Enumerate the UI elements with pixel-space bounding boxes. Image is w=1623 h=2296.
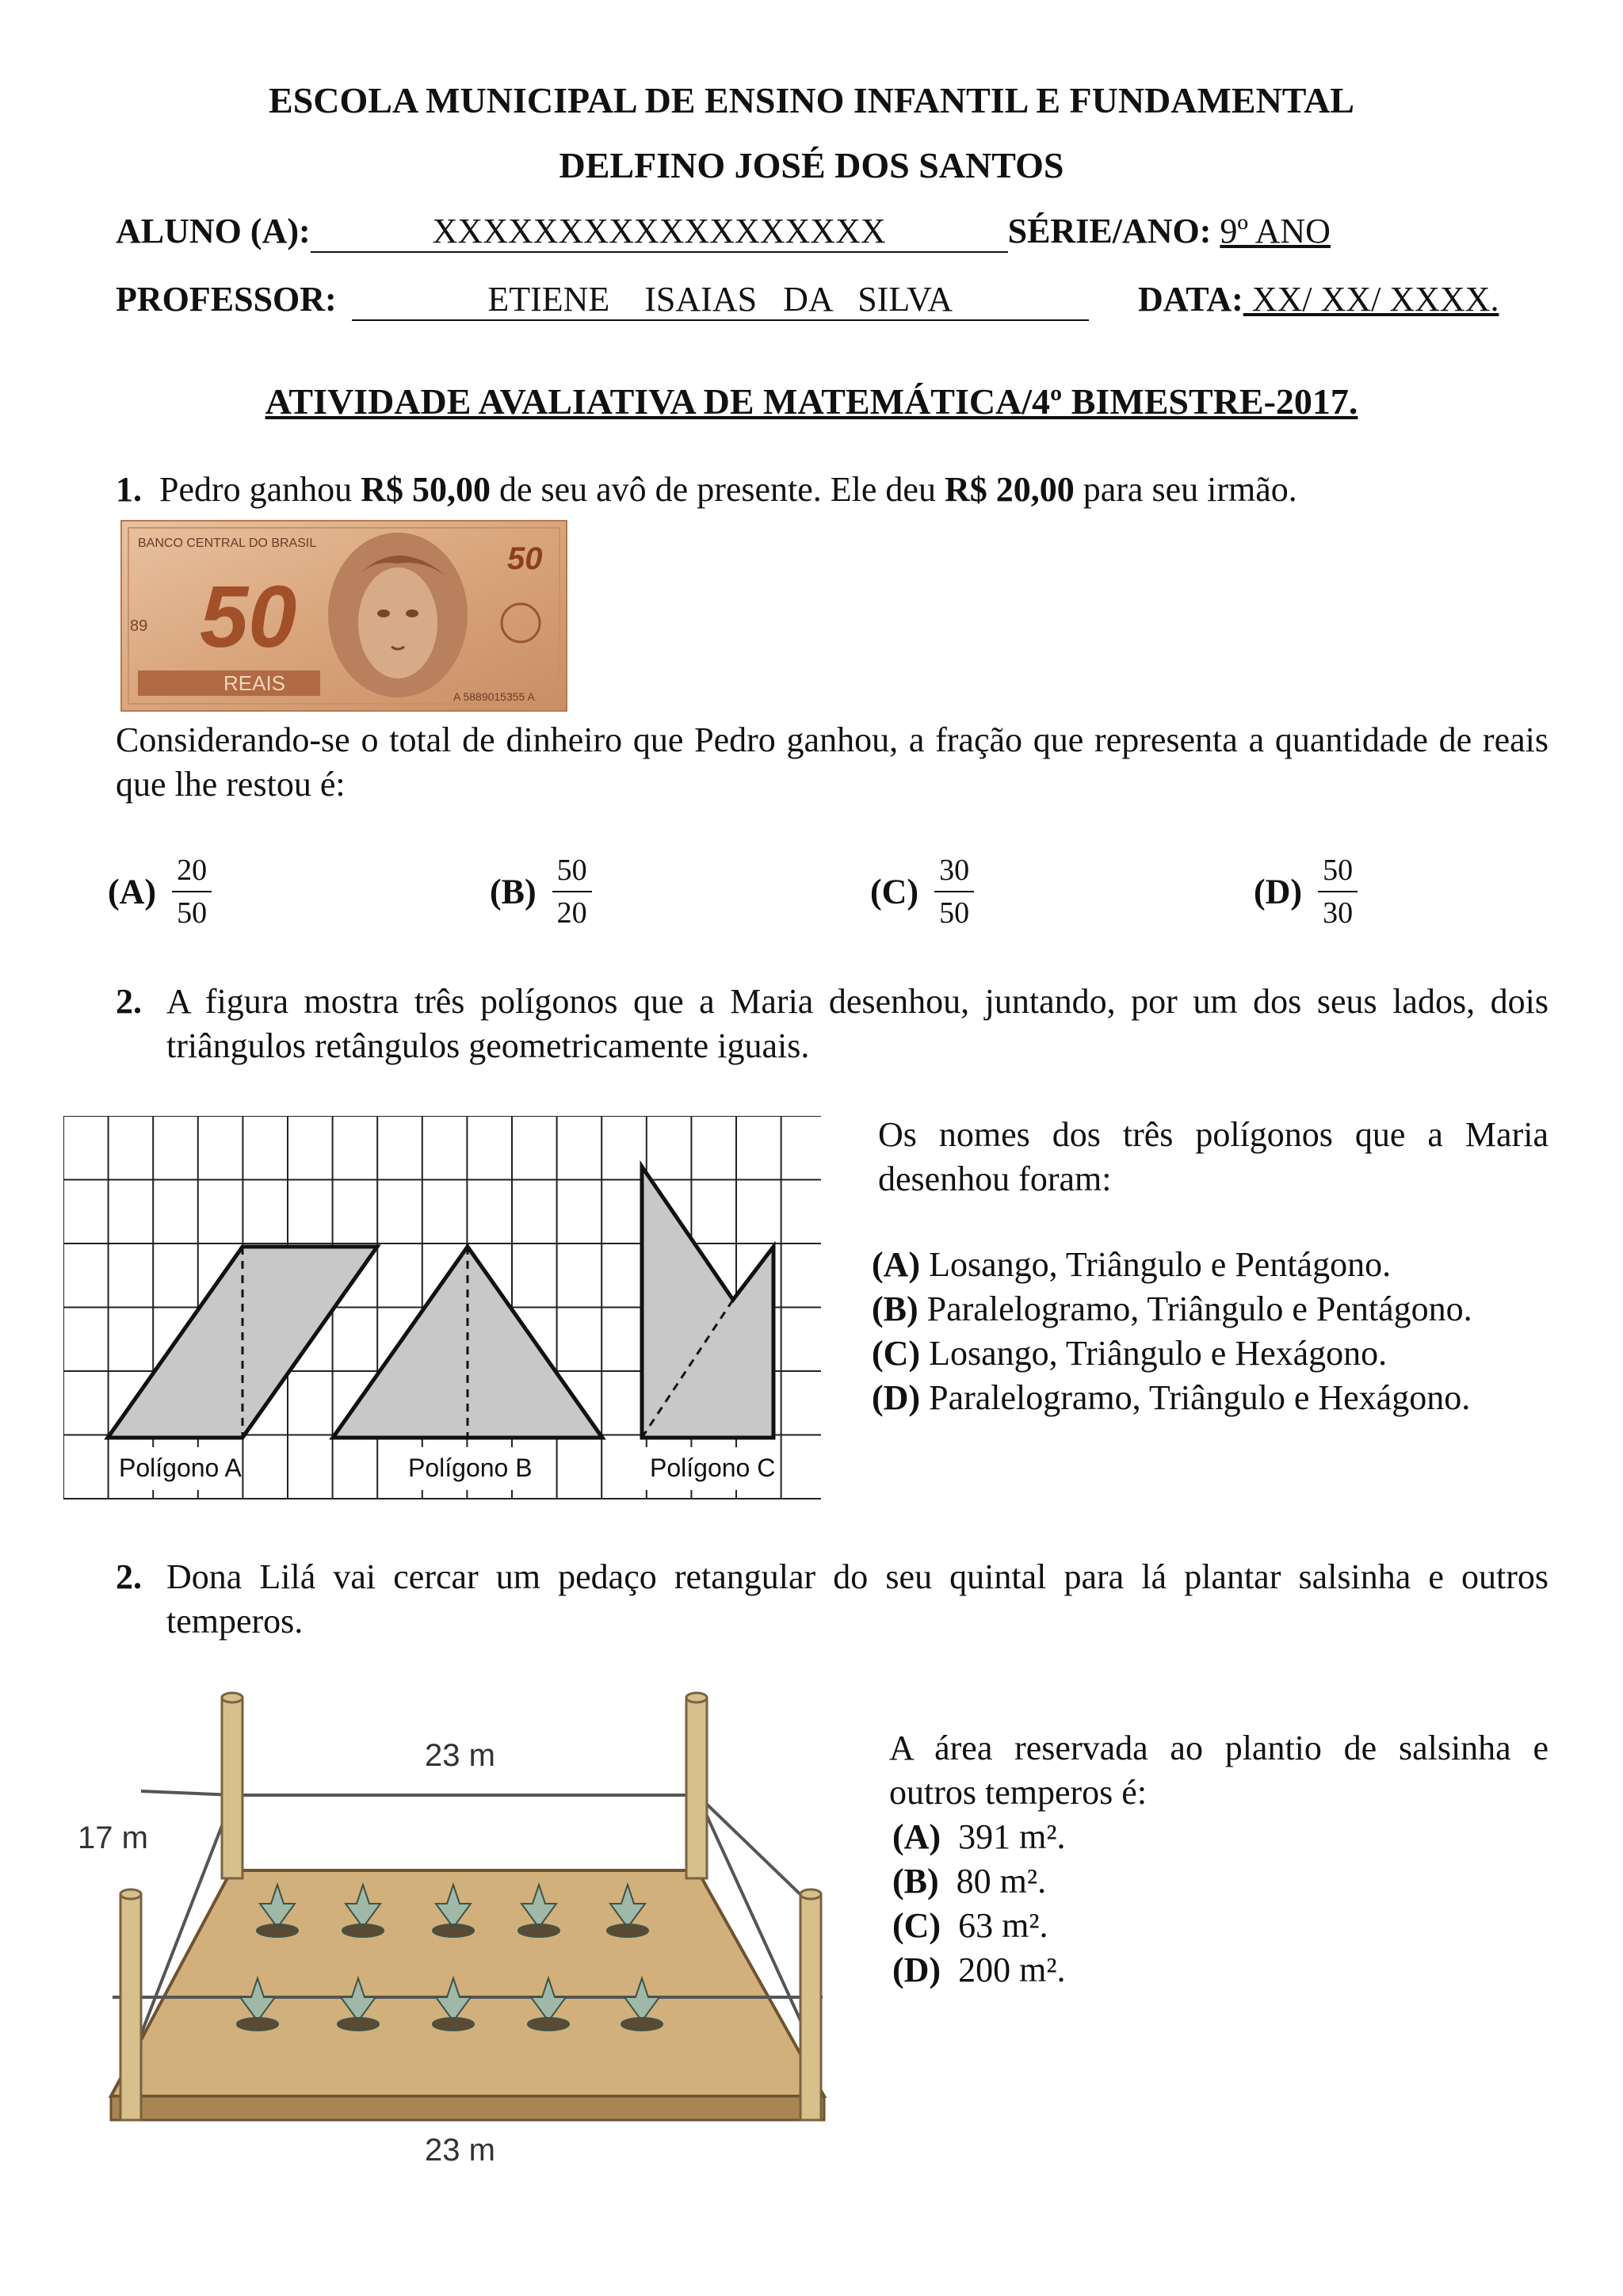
date-row — [1138, 279, 1499, 319]
q2-statement — [116, 980, 1549, 1068]
polygon-a — [108, 1247, 377, 1438]
q1-question: Considerando-se o total de dinheiro que Pedro ganhou, a fração que representa a quantidade de reais que lhe restou é: — [116, 720, 1549, 804]
q1-option-d-num: 50 — [1318, 853, 1358, 892]
grade-value: 9º ANO — [1220, 212, 1331, 250]
teacher-label: PROFESSOR: — [116, 280, 337, 319]
q3-option-c-label: (C) — [892, 1906, 941, 1945]
q1-option-a[interactable] — [108, 853, 212, 930]
q1-number: 1. — [116, 470, 142, 509]
banknote-portrait — [328, 533, 468, 697]
date-value: XX/ XX/ XXXX. — [1243, 280, 1499, 319]
teacher-name-field: ETIENE ISAIAS DA SILVA — [352, 279, 1089, 321]
q1-option-a-label: (A) — [108, 872, 157, 911]
q1-text-c: para seu irmão. — [1074, 470, 1297, 509]
q1-statement — [116, 469, 1297, 510]
q1-option-d-fraction — [1318, 853, 1358, 930]
q2-question: Os nomes dos três polígonos que a Maria desenhou foram: — [878, 1115, 1549, 1198]
banknote-50-reais — [120, 520, 567, 712]
q3-statement — [116, 1555, 1549, 1644]
q3-option-d[interactable] — [892, 1948, 1066, 1992]
q2-option-b-label: (B) — [872, 1289, 918, 1328]
q2-option-a-text: Losango, Triângulo e Pentágono. — [929, 1245, 1392, 1284]
q2-option-b-text: Paralelogramo, Triângulo e Pentágono. — [926, 1289, 1472, 1328]
q3-option-c[interactable] — [892, 1904, 1048, 1948]
q3-option-a-text: 391 m². — [958, 1817, 1066, 1856]
q1-option-c-den: 50 — [939, 896, 970, 930]
polygon-b-label: Polígono B — [408, 1454, 533, 1482]
q1-option-d[interactable] — [1254, 853, 1358, 930]
activity-title: ATIVIDADE AVALIATIVA DE MATEMÁTICA/4º BIMESTRE-2017. — [265, 381, 1358, 422]
polygons-grid-figure — [63, 1116, 821, 1504]
q3-option-b-label: (B) — [892, 1862, 939, 1901]
banknote-big-value: 50 — [200, 568, 297, 666]
banknote-small-value: 50 — [507, 541, 543, 576]
q3-option-c-text: 63 m². — [958, 1906, 1048, 1945]
q2-number: 2. — [116, 982, 142, 1021]
banknote-side-mark: 89 — [130, 617, 148, 635]
q3-question: A área reservada ao plantio de salsinha e outros temperos é: — [889, 1729, 1549, 1812]
q2-option-a[interactable] — [872, 1243, 1391, 1287]
polygon-c-label: Polígono C — [650, 1454, 776, 1482]
q1-option-d-label: (D) — [1254, 872, 1303, 911]
q1-option-c-num: 30 — [934, 853, 974, 892]
q1-text-b: de seu avô de presente. Ele deu — [490, 470, 945, 509]
q1-option-b[interactable] — [490, 853, 592, 930]
date-label: DATA: — [1138, 280, 1243, 319]
q3-option-a-label: (A) — [892, 1817, 941, 1856]
q1-text-a: Pedro ganhou — [159, 470, 361, 509]
q2-option-c[interactable] — [872, 1331, 1387, 1376]
q3-text: Dona Lilá vai cercar um pedaço retangular do seu quintal para lá plantar salsinha e outros temperos. — [166, 1557, 1549, 1641]
q1-option-b-den: 20 — [556, 896, 587, 930]
student-label: ALUNO (A): — [116, 212, 311, 250]
q2-text: A figura mostra três polígonos que a Maria desenhou, juntando, por um dos seus lados, dois triângulos retângulos geometricamente iguais. — [166, 982, 1549, 1065]
garden-side-length: 17 m — [78, 1820, 148, 1855]
q2-option-b[interactable] — [872, 1287, 1472, 1331]
q1-option-b-num: 50 — [552, 853, 592, 892]
q2-option-d[interactable] — [872, 1376, 1470, 1420]
q1-option-a-den: 50 — [177, 896, 208, 930]
q3-option-a[interactable] — [892, 1815, 1066, 1859]
polygon-b — [333, 1247, 602, 1438]
q2-option-c-label: (C) — [872, 1334, 921, 1373]
banknote-serial: A 5889015355 A — [453, 690, 535, 703]
banknote-currency: REAIS — [223, 671, 286, 695]
q3-option-d-label: (D) — [892, 1950, 941, 1989]
q1-option-a-fraction — [172, 853, 212, 930]
q1-option-a-num: 20 — [172, 853, 212, 892]
q3-option-b[interactable] — [892, 1859, 1046, 1904]
grade-label: SÉRIE/ANO: — [1007, 212, 1212, 250]
garden-bottom-width: 23 m — [425, 2133, 495, 2168]
student-name-field: XXXXXXXXXXXXXXXXXX — [311, 211, 1008, 253]
q2-option-d-label: (D) — [872, 1378, 921, 1417]
q3-number: 2. — [116, 1557, 142, 1596]
garden-top-width: 23 m — [425, 1738, 495, 1773]
q3-option-b-text: 80 m². — [956, 1862, 1047, 1901]
q3-option-d-text: 200 m². — [958, 1950, 1066, 1989]
garden-plot-edge — [111, 2096, 824, 2120]
q1-option-b-label: (B) — [490, 872, 537, 911]
garden-fence-figure — [63, 1680, 856, 2179]
q2-option-c-text: Losango, Triângulo e Hexágono. — [929, 1334, 1388, 1373]
q1-option-c-label: (C) — [870, 872, 919, 911]
q1-amount-given: R$ 50,00 — [361, 470, 491, 509]
q1-option-d-den: 30 — [1323, 896, 1354, 930]
polygon-c — [642, 1167, 773, 1438]
q2-option-d-text: Paralelogramo, Triângulo e Hexágono. — [929, 1378, 1471, 1417]
school-name-line1: ESCOLA MUNICIPAL DE ENSINO INFANTIL E FUNDAMENTAL — [269, 80, 1354, 120]
banknote-bank-text: BANCO CENTRAL DO BRASIL — [138, 537, 317, 550]
q1-option-b-fraction — [552, 853, 592, 930]
polygon-a-label: Polígono A — [119, 1454, 242, 1482]
q1-amount-spent: R$ 20,00 — [944, 470, 1075, 509]
q2-option-a-label: (A) — [872, 1245, 921, 1284]
student-row — [116, 211, 1331, 253]
school-name-line2: DELFINO JOSÉ DOS SANTOS — [559, 145, 1064, 185]
teacher-row — [116, 279, 1089, 321]
q1-option-c-fraction — [934, 853, 974, 930]
q1-option-c[interactable] — [870, 853, 974, 930]
